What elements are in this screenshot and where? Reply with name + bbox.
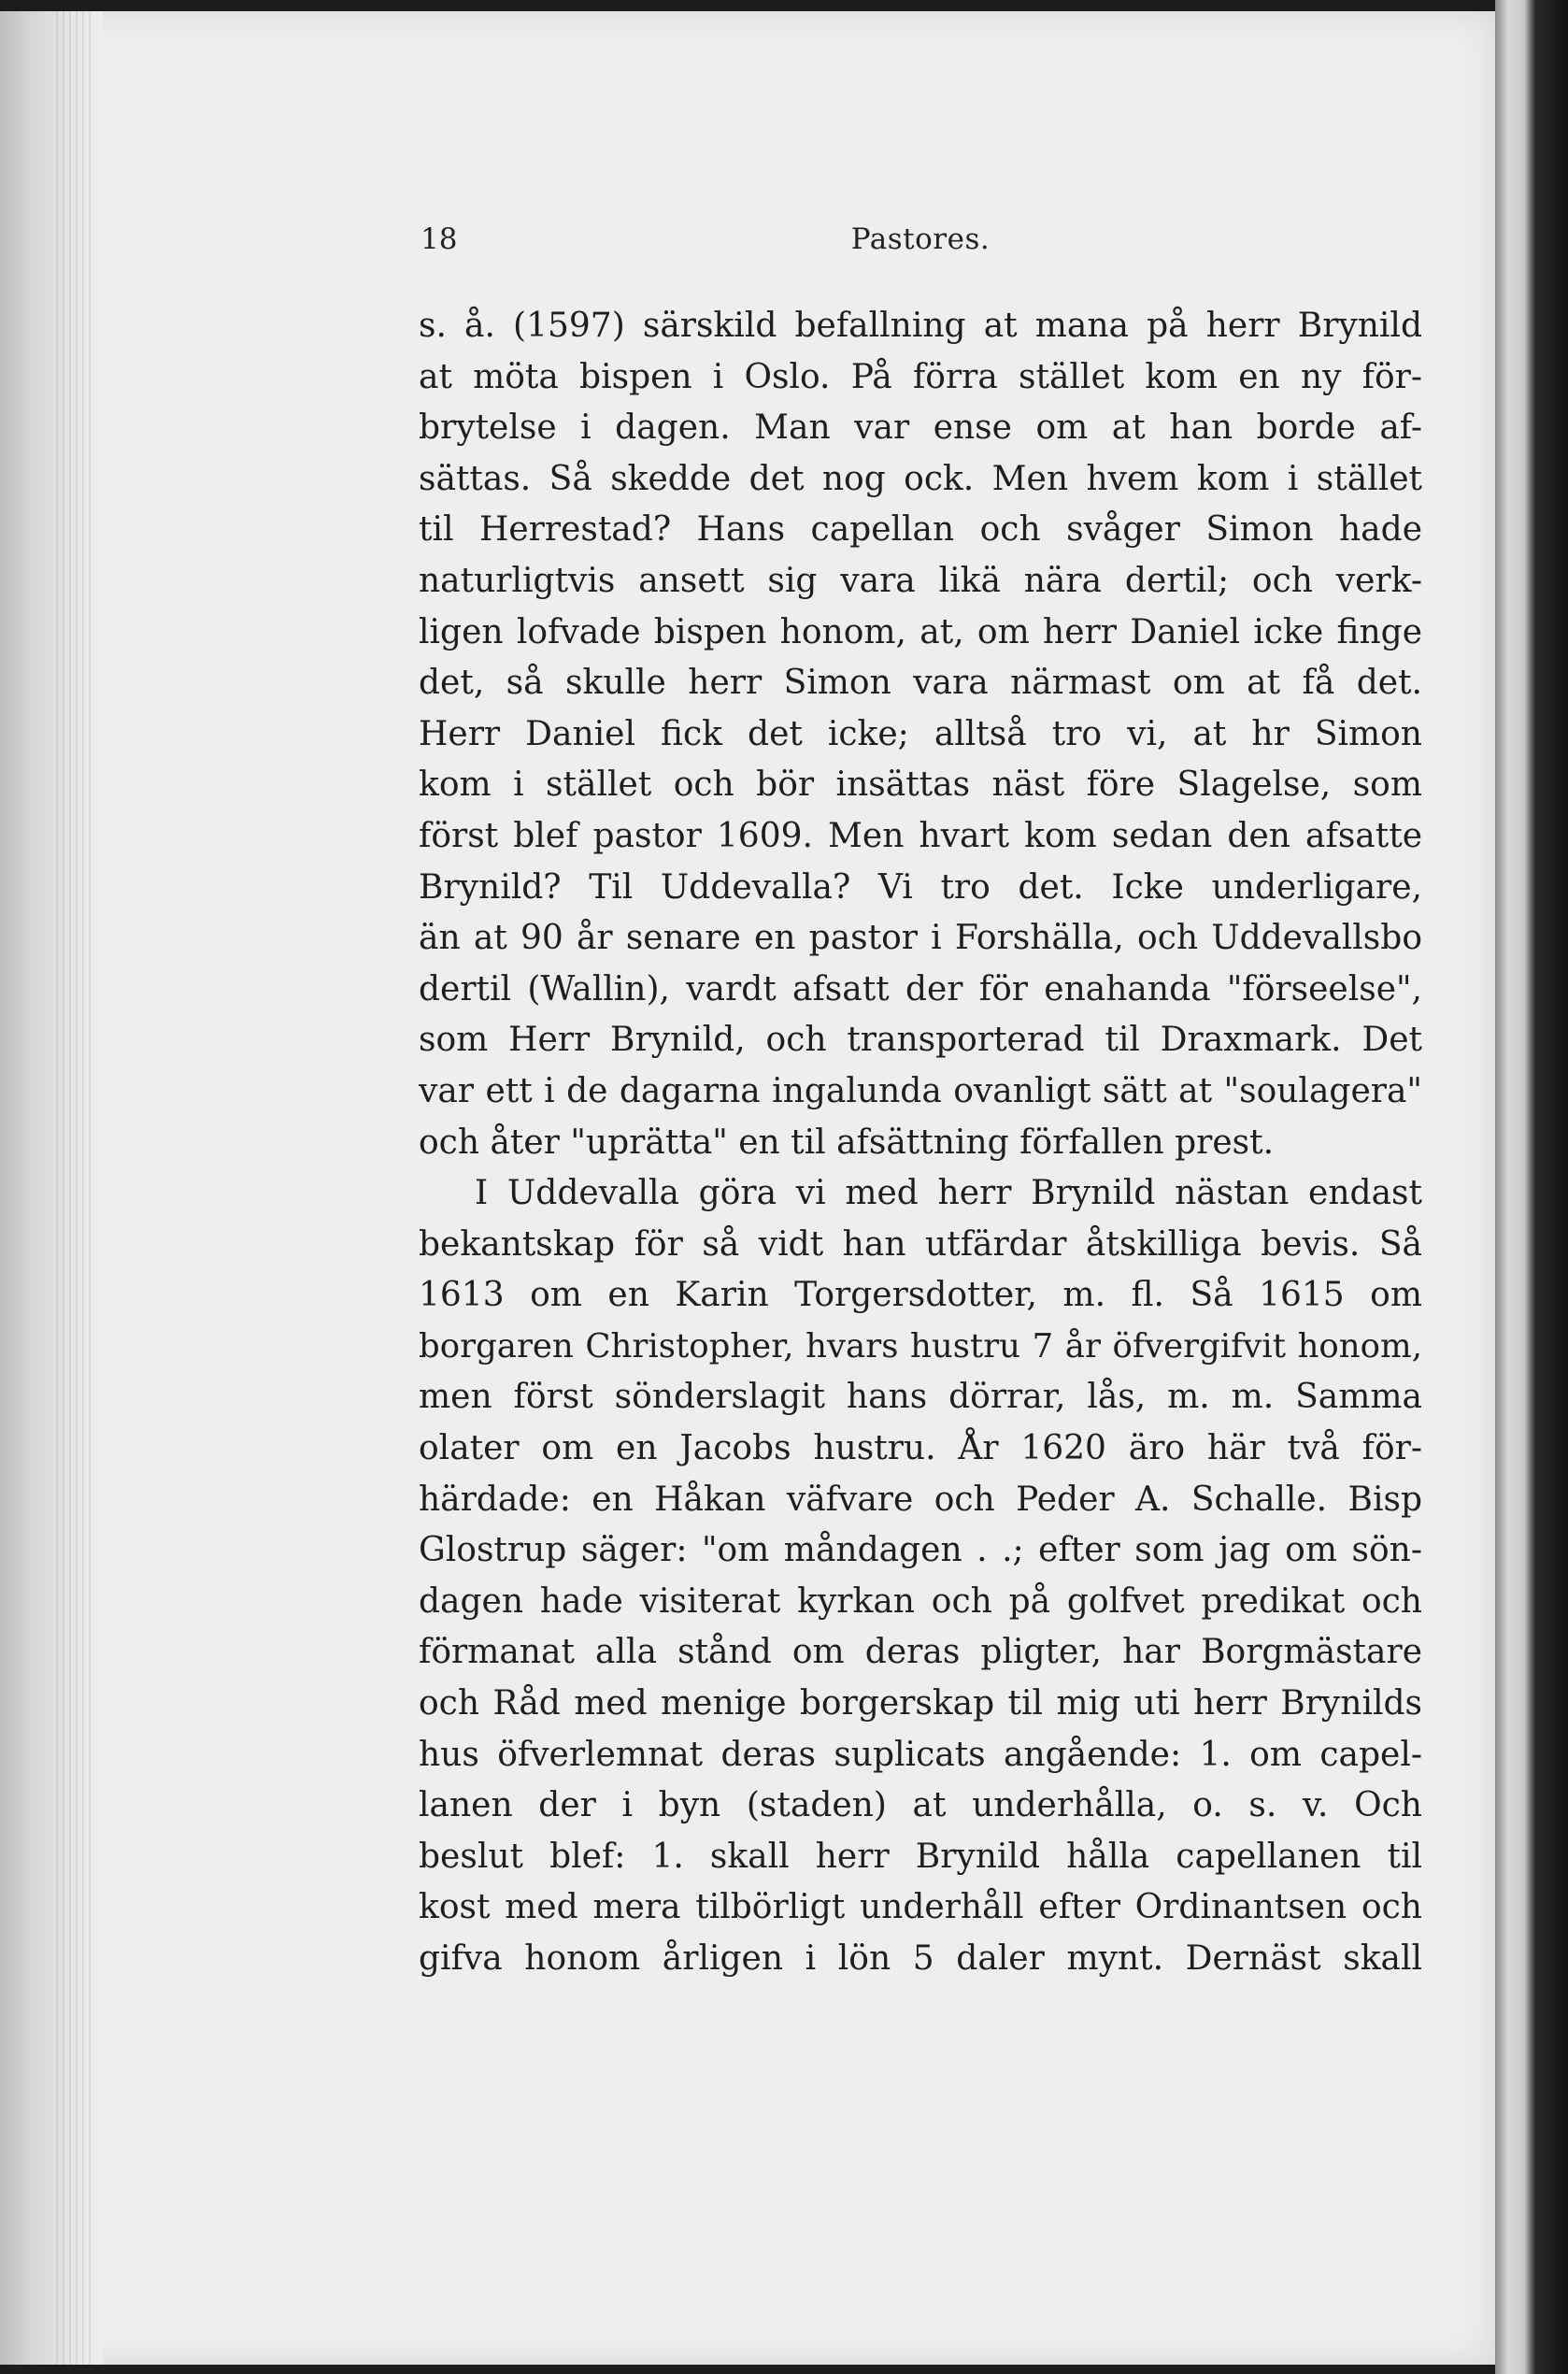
text-line: at möta bispen i Oslo. På förra stället kom en ny för-	[419, 357, 1422, 396]
text-line: borgaren Christopher, hvars hustru 7 år öfvergifvit honom,	[419, 1326, 1422, 1366]
text-line: til Herrestad? Hans capellan och svåger Simon hade	[419, 510, 1422, 550]
text-line: s. å. (1597) särskild befallning at mana på herr Brynild	[419, 307, 1422, 345]
text-line: Brynild? Til Uddevalla? Vi tro det. Icke underligare,	[419, 867, 1422, 907]
page-header	[419, 222, 1422, 269]
gutter-shading	[56, 11, 93, 2365]
text-line: beslut blef: 1. skall herr Brynild hålla capellanen til	[419, 1837, 1422, 1876]
text-line: härdade: en Håkan väfvare och Peder A. Schalle. Bisp	[419, 1480, 1422, 1519]
text-line: naturligtvis ansett sig vara likä nära dertil; och verk-	[419, 561, 1422, 600]
text-line: det, så skulle herr Simon vara närmast om at få det.	[419, 664, 1422, 703]
text-line: dagen hade visiterat kyrkan och på golfvet predikat och	[419, 1581, 1422, 1621]
text-line: 1613 om en Karin Torgersdotter, m. fl. Så 1615 om	[419, 1276, 1422, 1315]
text-line: lanen der i byn (staden) at underhålla, o. s. v. Och	[419, 1786, 1422, 1825]
text-line: ligen lofvade bispen honom, at, om herr Daniel icke finge	[419, 612, 1422, 651]
text-line: kost med mera tilbörligt underhåll efter Ordinantsen och	[419, 1888, 1422, 1927]
text-line: Herr Daniel fick det icke; alltså tro vi, at hr Simon	[419, 714, 1422, 753]
text-line: var ett i de dagarna ingalunda ovanligt sätt at "soulagera"	[419, 1071, 1422, 1110]
book-page	[0, 11, 1495, 2365]
text-line: men först sönderslagit hans dörrar, lås, m. m. Samma	[419, 1378, 1422, 1417]
text-line: sättas. Så skedde det nog ock. Men hvem kom i stället	[419, 459, 1422, 498]
text-line: I Uddevalla göra vi med herr Brynild nästan endast	[475, 1174, 1422, 1213]
text-line: än at 90 år senare en pastor i Forshälla, och Uddevallsbo	[419, 919, 1422, 958]
text-line: och Råd med menige borgerskap til mig uti herr Brynilds	[419, 1684, 1422, 1723]
text-line: olater om en Jacobs hustru. År 1620 äro här två för-	[419, 1429, 1422, 1468]
text-line: och åter "uprätta" en til afsättning förfallen prest.	[419, 1123, 1275, 1162]
text-line: bekantskap för så vidt han utfärdar åtskilliga bevis. Så	[419, 1224, 1422, 1264]
text-line: gifva honom årligen i lön 5 daler mynt. Dernäst skall	[419, 1939, 1422, 1978]
text-line: Glostrup säger: "om måndagen . .; efter som jag om sön-	[419, 1531, 1422, 1570]
text-line: hus öfverlemnat deras suplicats angående: 1. om capel-	[419, 1735, 1422, 1774]
text-line: brytelse i dagen. Man var ense om at han borde af-	[419, 408, 1422, 448]
body-text	[419, 301, 1422, 1985]
text-line: först blef pastor 1609. Men hvart kom sedan den afsatte	[419, 816, 1422, 855]
text-line: förmanat alla stånd om deras pligter, har Borgmästare	[419, 1633, 1422, 1672]
page-number: 18	[421, 222, 458, 256]
page-edge-shadow	[1495, 0, 1568, 2374]
running-title: Pastores.	[850, 222, 991, 256]
text-line: kom i stället och bör insättas näst före Slagelse, som	[419, 765, 1422, 805]
text-line: som Herr Brynild, och transporterad til Draxmark. Det	[419, 1021, 1422, 1060]
text-line: dertil (Wallin), vardt afsatt der för enahanda "förseelse",	[419, 969, 1422, 1008]
